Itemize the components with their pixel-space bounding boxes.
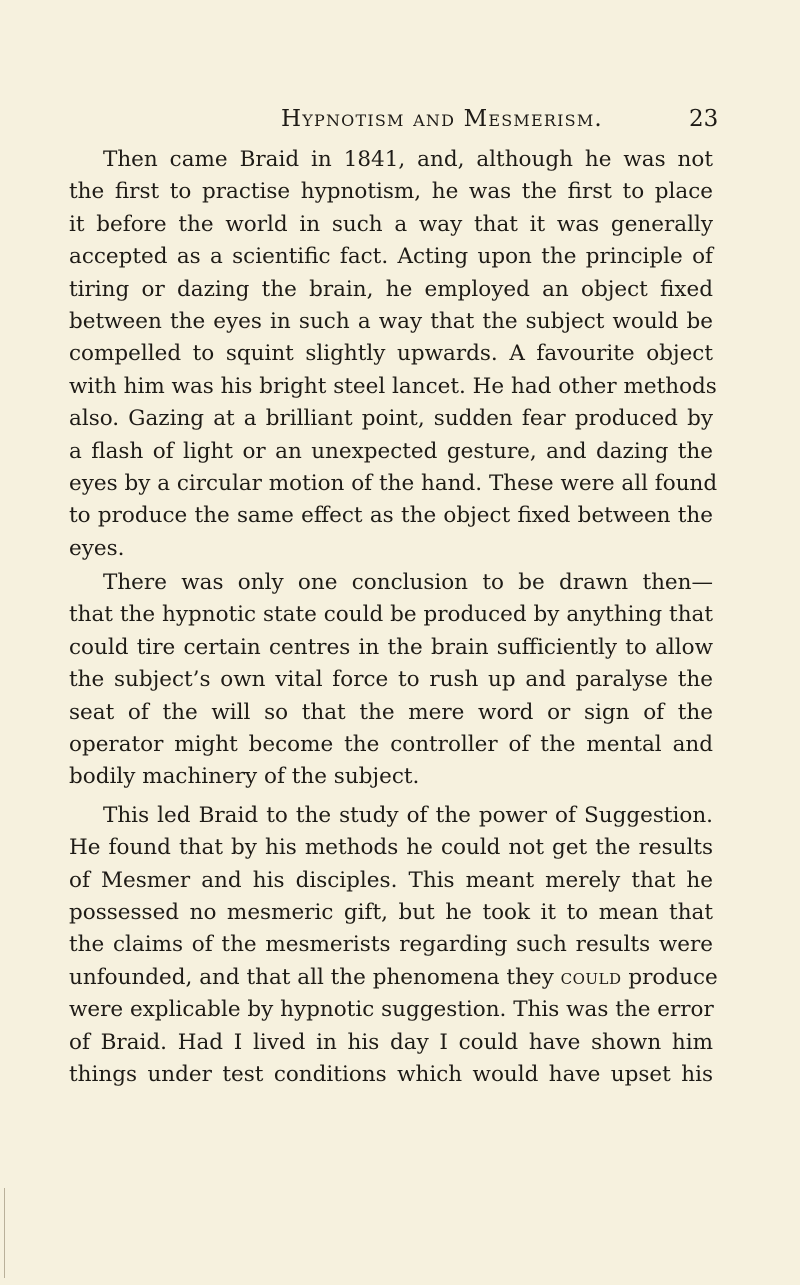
text-line-with-emphasis: [69, 962, 718, 994]
text-fragment: unfounded, and that all the phenomena they: [69, 964, 561, 990]
text-line: the subject’s own vital force to rush up and paralyse the: [69, 667, 713, 693]
text-line: accepted as a scientific fact. Acting upon the principle of: [69, 244, 713, 270]
running-title: Hypnotism and Mesmerism.: [281, 106, 603, 132]
text-line: the claims of the mesmerists regarding such results were: [69, 932, 713, 958]
text-line: could tire certain centres in the brain sufficiently to allow: [69, 634, 713, 660]
text-line: the first to practise hypnotism, he was the first to place: [69, 179, 713, 205]
text-line: operator might become the controller of the mental and: [69, 732, 713, 758]
text-line: of Braid. Had I lived in his day I could have shown him: [69, 1029, 713, 1055]
text-line: also. Gazing at a brilliant point, sudden fear produced by: [69, 406, 713, 432]
text-line: were explicable by hypnotic suggestion. This was the error: [69, 997, 714, 1023]
text-line: between the eyes in such a way that the subject would be: [69, 308, 713, 334]
text-line: things under test conditions which would have upset his: [69, 1061, 713, 1087]
paragraph-1: [69, 144, 718, 565]
text-line: eyes by a circular motion of the hand. These were all found: [69, 470, 718, 496]
body-text: [69, 144, 718, 1091]
text-line: possessed no mesmeric gift, but he took it to mean that: [69, 899, 713, 925]
text-fragment: produce: [628, 964, 718, 990]
text-line: bodily machinery of the subject.: [69, 764, 420, 790]
page-edge-mark: [4, 1188, 5, 1278]
text-line: that the hypnotic state could be produced by anything that: [69, 602, 713, 628]
text-line: This led Braid to the study of the power of Suggestion.: [103, 802, 713, 828]
text-line: a flash of light or an unexpected gesture, and dazing the: [69, 438, 713, 464]
running-head: [0, 106, 800, 138]
text-line: tiring or dazing the brain, he employed an object fixed: [69, 276, 713, 302]
text-line: to produce the same effect as the object fixed between the: [69, 503, 713, 529]
text-line: of Mesmer and his disciples. This meant merely that he: [69, 867, 713, 893]
text-line: seat of the will so that the mere word or sign of the: [69, 699, 713, 725]
text-line: it before the world in such a way that it was generally: [69, 211, 713, 237]
text-line: compelled to squint slightly upwards. A favourite object: [69, 341, 713, 367]
emphasis-word: could: [560, 964, 622, 990]
text-line: eyes.: [69, 535, 125, 561]
text-line: Then came Braid in 1841, and, although he was not: [103, 147, 713, 172]
paragraph-3: [69, 800, 718, 1092]
text-line: There was only one conclusion to be drawn then—: [103, 570, 713, 596]
text-line: He found that by his methods he could not get the results: [69, 835, 713, 861]
paragraph-2: [69, 567, 713, 794]
text-line: with him was his bright steel lancet. He had other methods: [69, 373, 717, 399]
page-number: 23: [689, 106, 719, 132]
